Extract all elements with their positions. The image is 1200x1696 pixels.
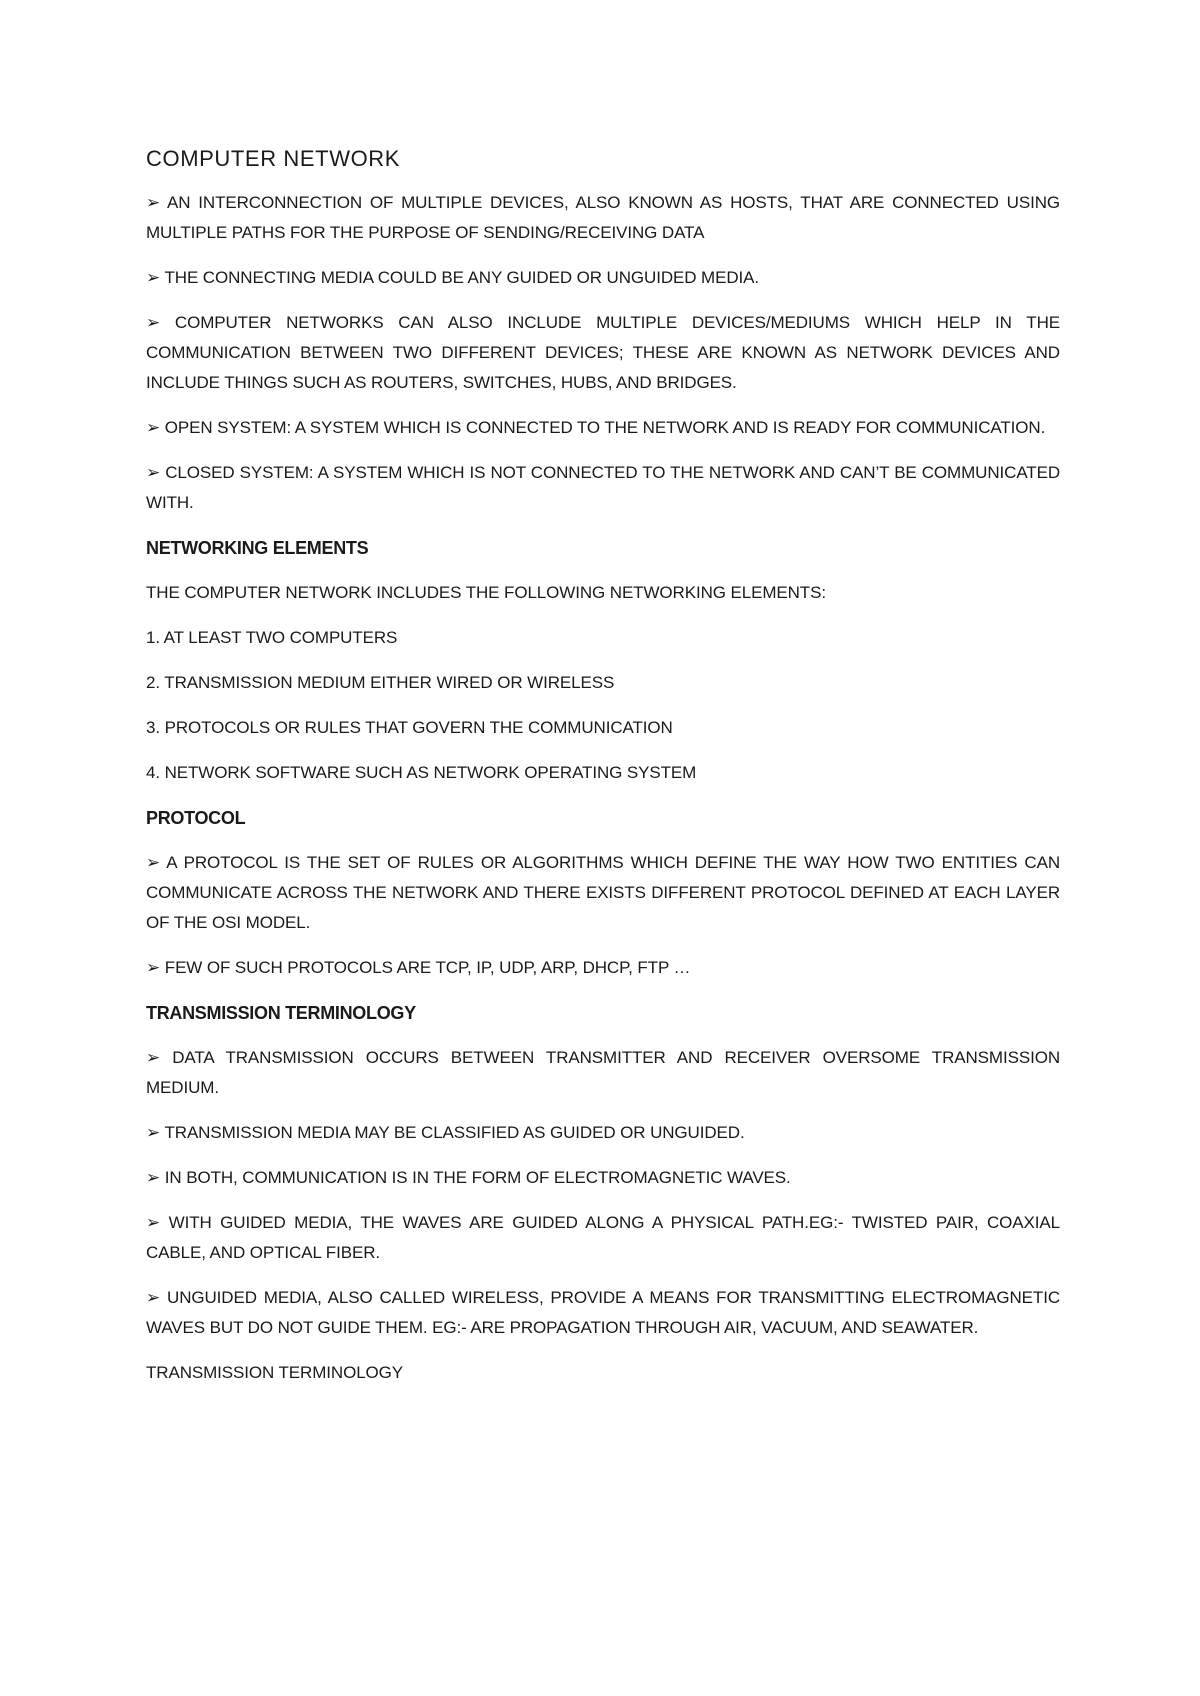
paragraph-text: FEW OF SUCH PROTOCOLS ARE TCP, IP, UDP, ARP, DHCP, FTP … (164, 958, 691, 977)
section-heading-transmission-terminology: TRANSMISSION TERMINOLOGY (146, 1003, 416, 1023)
paragraph-text: UNGUIDED MEDIA, ALSO CALLED WIRELESS, PROVIDE A MEANS FOR TRANSMITTING ELECTROMAGNETIC WAVES BUT DO NOT GUIDE THEM. EG:- ARE PROPAGATION THROUGH AIR, VACUUM, AND SEAWATER. (146, 1288, 1060, 1337)
bullet-paragraph (146, 263, 1060, 293)
bullet-paragraph (146, 1208, 1060, 1268)
bullet-paragraph (146, 1283, 1060, 1343)
bullet-paragraph (146, 413, 1060, 443)
bullet-arrow-icon: ➢ (146, 958, 161, 977)
paragraph-text: COMPUTER NETWORKS CAN ALSO INCLUDE MULTIPLE DEVICES/MEDIUMS WHICH HELP IN THE COMMUNICATION BETWEEN TWO DIFFERENT DEVICES; THESE ARE KNOWN AS NETWORK DEVICES AND INCLUDE THINGS SUCH AS ROUTERS, SWITCHES, HUBS, AND BRIDGES. (146, 313, 1060, 392)
paragraph-text: DATA TRANSMISSION OCCURS BETWEEN TRANSMITTER AND RECEIVER OVERSOME TRANSMISSION MEDIUM. (146, 1048, 1060, 1097)
bullet-arrow-icon: ➢ (146, 1213, 161, 1232)
bullet-paragraph (146, 1118, 1060, 1148)
bullet-arrow-icon: ➢ (146, 1048, 161, 1067)
list-item: 2. TRANSMISSION MEDIUM EITHER WIRED OR WIRELESS (146, 673, 615, 692)
bullet-paragraph (146, 458, 1060, 518)
paragraph-text: TRANSMISSION MEDIA MAY BE CLASSIFIED AS GUIDED OR UNGUIDED. (164, 1123, 745, 1142)
list-item: 1. AT LEAST TWO COMPUTERS (146, 628, 398, 647)
paragraph-text: A PROTOCOL IS THE SET OF RULES OR ALGORITHMS WHICH DEFINE THE WAY HOW TWO ENTITIES CAN COMMUNICATE ACROSS THE NETWORK AND THERE EXISTS DIFFERENT PROTOCOL DEFINED AT EACH LAYER OF THE OSI MODEL. (146, 853, 1060, 932)
bullet-paragraph (146, 1163, 1060, 1193)
section-heading-protocol: PROTOCOL (146, 808, 246, 828)
bullet-paragraph (146, 848, 1060, 938)
paragraph-text: OPEN SYSTEM: A SYSTEM WHICH IS CONNECTED TO THE NETWORK AND IS READY FOR COMMUNICATION. (164, 418, 1046, 437)
paragraph-text: IN BOTH, COMMUNICATION IS IN THE FORM OF ELECTROMAGNETIC WAVES. (164, 1168, 791, 1187)
paragraph-text: AN INTERCONNECTION OF MULTIPLE DEVICES, ALSO KNOWN AS HOSTS, THAT ARE CONNECTED USING MULTIPLE PATHS FOR THE PURPOSE OF SENDING/RECEIVING DATA (146, 193, 1060, 242)
section-heading-networking-elements: NETWORKING ELEMENTS (146, 538, 369, 558)
bullet-arrow-icon: ➢ (146, 1123, 161, 1142)
bullet-arrow-icon: ➢ (146, 418, 161, 437)
paragraph-text: CLOSED SYSTEM: A SYSTEM WHICH IS NOT CONNECTED TO THE NETWORK AND CAN’T BE COMMUNICATED WITH. (146, 463, 1060, 512)
list-item: 4. NETWORK SOFTWARE SUCH AS NETWORK OPERATING SYSTEM (146, 763, 697, 782)
bullet-paragraph (146, 308, 1060, 398)
bullet-arrow-icon: ➢ (146, 313, 161, 332)
trailing-text: TRANSMISSION TERMINOLOGY (146, 1363, 404, 1382)
bullet-arrow-icon: ➢ (146, 193, 161, 212)
bullet-arrow-icon: ➢ (146, 463, 161, 482)
bullet-paragraph (146, 1043, 1060, 1103)
bullet-arrow-icon: ➢ (146, 268, 161, 287)
list-item: 3. PROTOCOLS OR RULES THAT GOVERN THE COMMUNICATION (146, 718, 673, 737)
document-title: COMPUTER NETWORK (146, 146, 401, 171)
paragraph-text: THE CONNECTING MEDIA COULD BE ANY GUIDED OR UNGUIDED MEDIA. (164, 268, 760, 287)
bullet-paragraph (146, 953, 1060, 983)
paragraph-text: WITH GUIDED MEDIA, THE WAVES ARE GUIDED ALONG A PHYSICAL PATH.EG:- TWISTED PAIR, COAXIAL CABLE, AND OPTICAL FIBER. (146, 1213, 1061, 1262)
bullet-arrow-icon: ➢ (146, 1288, 161, 1307)
bullet-paragraph (146, 188, 1060, 248)
networking-elements-intro: THE COMPUTER NETWORK INCLUDES THE FOLLOWING NETWORKING ELEMENTS: (146, 583, 826, 602)
document-page (146, 144, 1060, 1403)
bullet-arrow-icon: ➢ (146, 1168, 161, 1187)
bullet-arrow-icon: ➢ (146, 853, 161, 872)
